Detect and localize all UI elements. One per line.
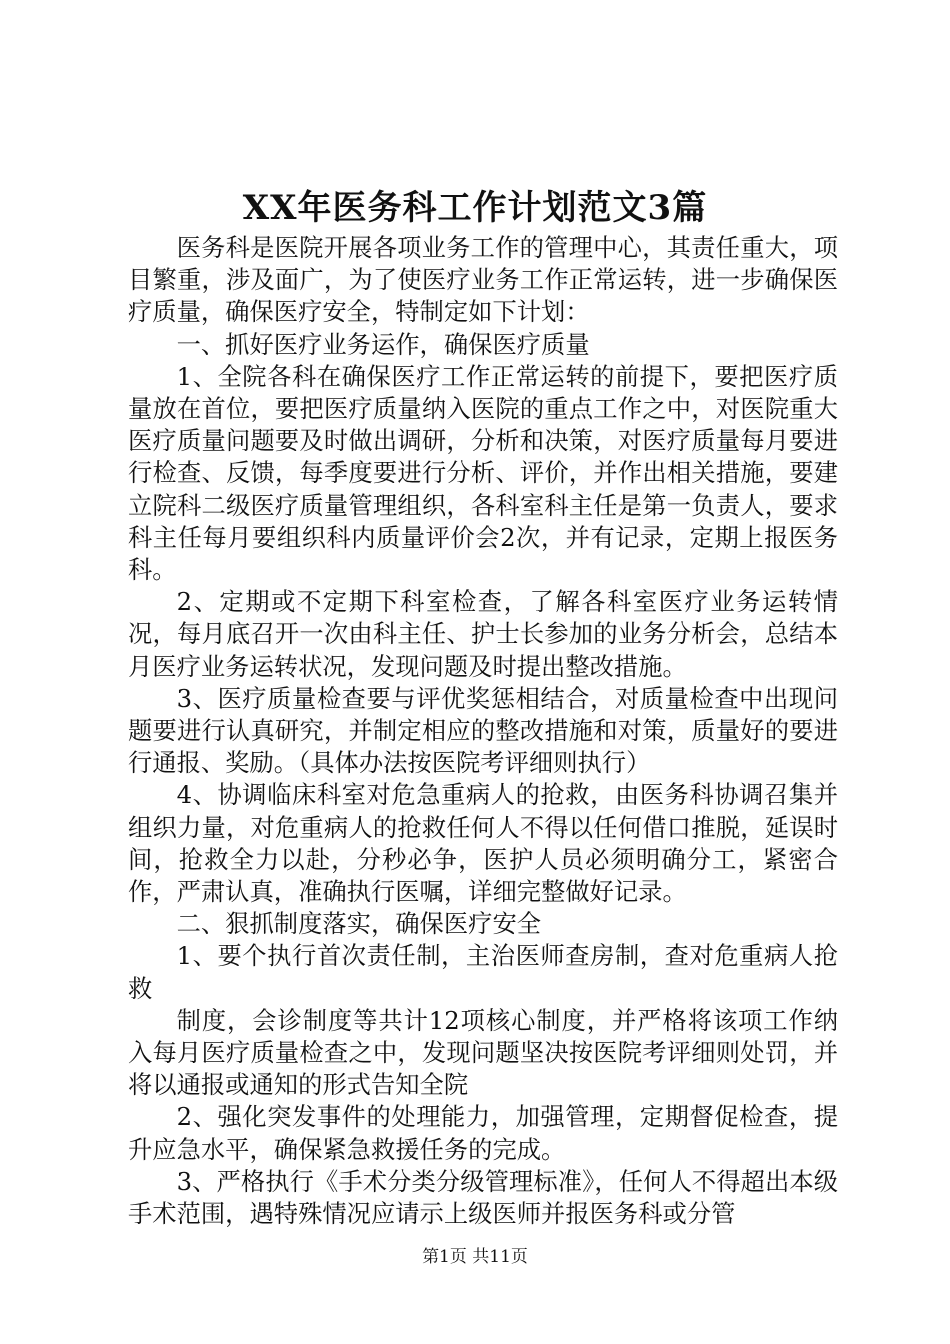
paragraph-1-2: 2、定期或不定期下科室检查，了解各科室医疗业务运转情况，每月底召开一次由科主任、护士长参加的业务分析会，总结本月医疗业务运转状况，发现问题及时提出整改措施。 [128, 587, 838, 681]
paragraph-1-4: 4、协调临床科室对危急重病人的抢救，由医务科协调召集并组织力量，对危重病人的抢救任何人不得以任何借口推脱，延误时间，抢救全力以赴，分秒必争，医护人员必须明确分工，紧密合作，严肃认真，准确执行医嘱，详细完整做好记录。 [128, 780, 838, 907]
page-number-footer: 第1页 共11页 [422, 1247, 528, 1267]
paragraph-2-1-continued: 制度，会诊制度等共计12项核心制度，并严格将该项工作纳入每月医疗质量检查之中，发现问题坚决按医院考评细则处罚，并将以通报或通知的形式告知全院 [128, 1005, 838, 1100]
paragraph-1-3: 3、医疗质量检查要与评优奖惩相结合，对质量检查中出现问题要进行认真研究，并制定相应的整改措施和对策，质量好的要进行通报、奖励。（具体办法按医院考评细则执行） [128, 683, 838, 778]
document-body [128, 232, 838, 1230]
paragraph-intro: 医务科是医院开展各项业务工作的管理中心，其责任重大，项目繁重，涉及面广，为了使医疗业务工作正常运转，进一步确保医疗质量，确保医疗安全，特制定如下计划： [128, 233, 838, 327]
paragraph-1-1: 1、全院各科在确保医疗工作正常运转的前提下，要把医疗质量放在首位，要把医疗质量纳入医院的重点工作之中，对医院重大医疗质量问题要及时做出调研，分析和决策，对医疗质量每月要进行检查、反馈，每季度要进行分析、评价，并作出相关措施，要建立院科二级医疗质量管理组织，各科室科主任是第一负责人，要求科主任每月要组织科内质量评价会2次，并有记录，定期上报医务科。 [128, 361, 838, 585]
paragraph-2-2: 2、强化突发事件的处理能力，加强管理，定期督促检查，提升应急水平，确保紧急救援任务的完成。 [128, 1102, 838, 1164]
document-title: XX年医务科工作计划范文3篇 [242, 188, 708, 228]
section-heading-1: 一、抓好医疗业务运作，确保医疗质量 [176, 329, 590, 359]
paragraph-2-1: 1、要个执行首次责任制，主治医师查房制，查对危重病人抢救 [128, 941, 838, 1003]
paragraph-2-3: 3、严格执行《手术分类分级管理标准》，任何人不得超出本级手术范围，遇特殊情况应请示上级医师并报医务科或分管 [128, 1166, 838, 1229]
section-heading-2: 二、狠抓制度落实，确保医疗安全 [176, 909, 542, 939]
